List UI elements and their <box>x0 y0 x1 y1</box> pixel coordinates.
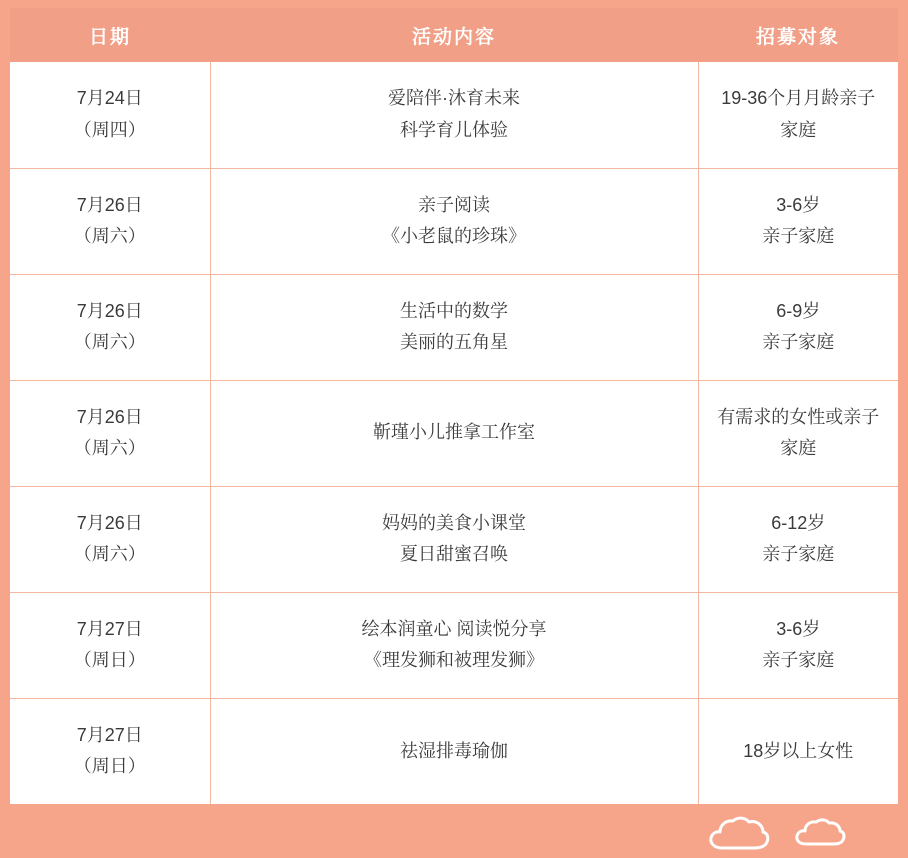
cell-target <box>698 698 898 804</box>
table-body <box>10 62 898 804</box>
content-line-2: 《理发狮和被理发狮》 <box>364 650 544 670</box>
cell-date <box>10 592 210 698</box>
target-line-2: 亲子家庭 <box>762 332 835 352</box>
date-line-2: （周日） <box>73 756 146 777</box>
cell-target <box>698 592 898 698</box>
cell-target <box>698 380 898 486</box>
target-line-2: 家庭 <box>780 119 817 140</box>
cell-date <box>10 274 210 380</box>
date-line-2: （周六） <box>73 544 146 564</box>
column-header-date: 日期 <box>10 8 210 62</box>
target-line-2: 亲子家庭 <box>762 650 835 670</box>
cell-target <box>698 486 898 592</box>
target-line-1: 6-9岁 <box>776 300 821 321</box>
cell-date <box>10 168 210 274</box>
date-line-2: （周六） <box>73 332 146 352</box>
table-row <box>10 274 898 380</box>
column-header-target: 招募对象 <box>698 8 898 62</box>
target-line-1: 有需求的女性或亲子 <box>717 406 880 427</box>
date-line-2: （周日） <box>73 650 146 670</box>
cell-target <box>698 62 898 168</box>
target-line-1: 18岁以上女性 <box>743 740 854 761</box>
date-line-2: （周六） <box>73 226 146 246</box>
date-line-1: 7月26日 <box>76 300 143 321</box>
cell-date <box>10 486 210 592</box>
cell-content <box>210 698 698 804</box>
date-line-1: 7月26日 <box>76 194 143 215</box>
content-line-2: 夏日甜蜜召唤 <box>400 544 508 564</box>
cell-content <box>210 592 698 698</box>
target-line-1: 6-12岁 <box>771 512 826 533</box>
cell-target <box>698 274 898 380</box>
date-line-1: 7月26日 <box>76 512 143 533</box>
cell-date <box>10 62 210 168</box>
date-line-2: （周六） <box>73 438 146 458</box>
cell-content <box>210 62 698 168</box>
target-line-2: 家庭 <box>780 438 817 458</box>
cell-content <box>210 168 698 274</box>
content-line-2: 科学育儿体验 <box>400 119 508 140</box>
cloud-icon <box>794 817 846 852</box>
date-line-1: 7月27日 <box>76 724 143 745</box>
cell-content <box>210 274 698 380</box>
table-row <box>10 380 898 486</box>
cell-date <box>10 698 210 804</box>
table-header <box>10 8 898 62</box>
date-line-2: （周四） <box>73 119 146 140</box>
cell-content <box>210 380 698 486</box>
target-line-1: 3-6岁 <box>776 618 821 639</box>
date-line-1: 7月24日 <box>76 88 143 109</box>
target-line-1: 3-6岁 <box>776 194 821 215</box>
content-line-1: 靳瑾小儿推拿工作室 <box>373 422 535 443</box>
target-line-2: 亲子家庭 <box>762 226 835 246</box>
table-row <box>10 592 898 698</box>
content-line-1: 妈妈的美食小课堂 <box>382 512 526 533</box>
content-line-1: 生活中的数学 <box>400 300 508 321</box>
content-line-1: 祛湿排毒瑜伽 <box>400 740 508 761</box>
content-line-1: 亲子阅读 <box>418 194 490 215</box>
cell-target <box>698 168 898 274</box>
table-row <box>10 62 898 168</box>
date-line-1: 7月27日 <box>76 618 143 639</box>
target-line-1: 19-36个月月龄亲子 <box>721 88 876 109</box>
content-line-2: 《小老鼠的珍珠》 <box>382 226 526 246</box>
table-row <box>10 168 898 274</box>
table-row <box>10 698 898 804</box>
table-row <box>10 486 898 592</box>
content-line-1: 绘本润童心 阅读悦分享 <box>361 618 547 639</box>
activity-schedule-table <box>10 8 898 804</box>
content-line-1: 爱陪伴·沐育未来 <box>388 88 520 109</box>
content-line-2: 美丽的五角星 <box>400 332 508 352</box>
target-line-2: 亲子家庭 <box>762 544 835 564</box>
cell-content <box>210 486 698 592</box>
column-header-content: 活动内容 <box>210 8 698 62</box>
cloud-icon <box>708 815 770 856</box>
table-header-row <box>10 8 898 62</box>
cell-date <box>10 380 210 486</box>
date-line-1: 7月26日 <box>76 406 143 427</box>
cloud-decoration <box>708 812 878 856</box>
